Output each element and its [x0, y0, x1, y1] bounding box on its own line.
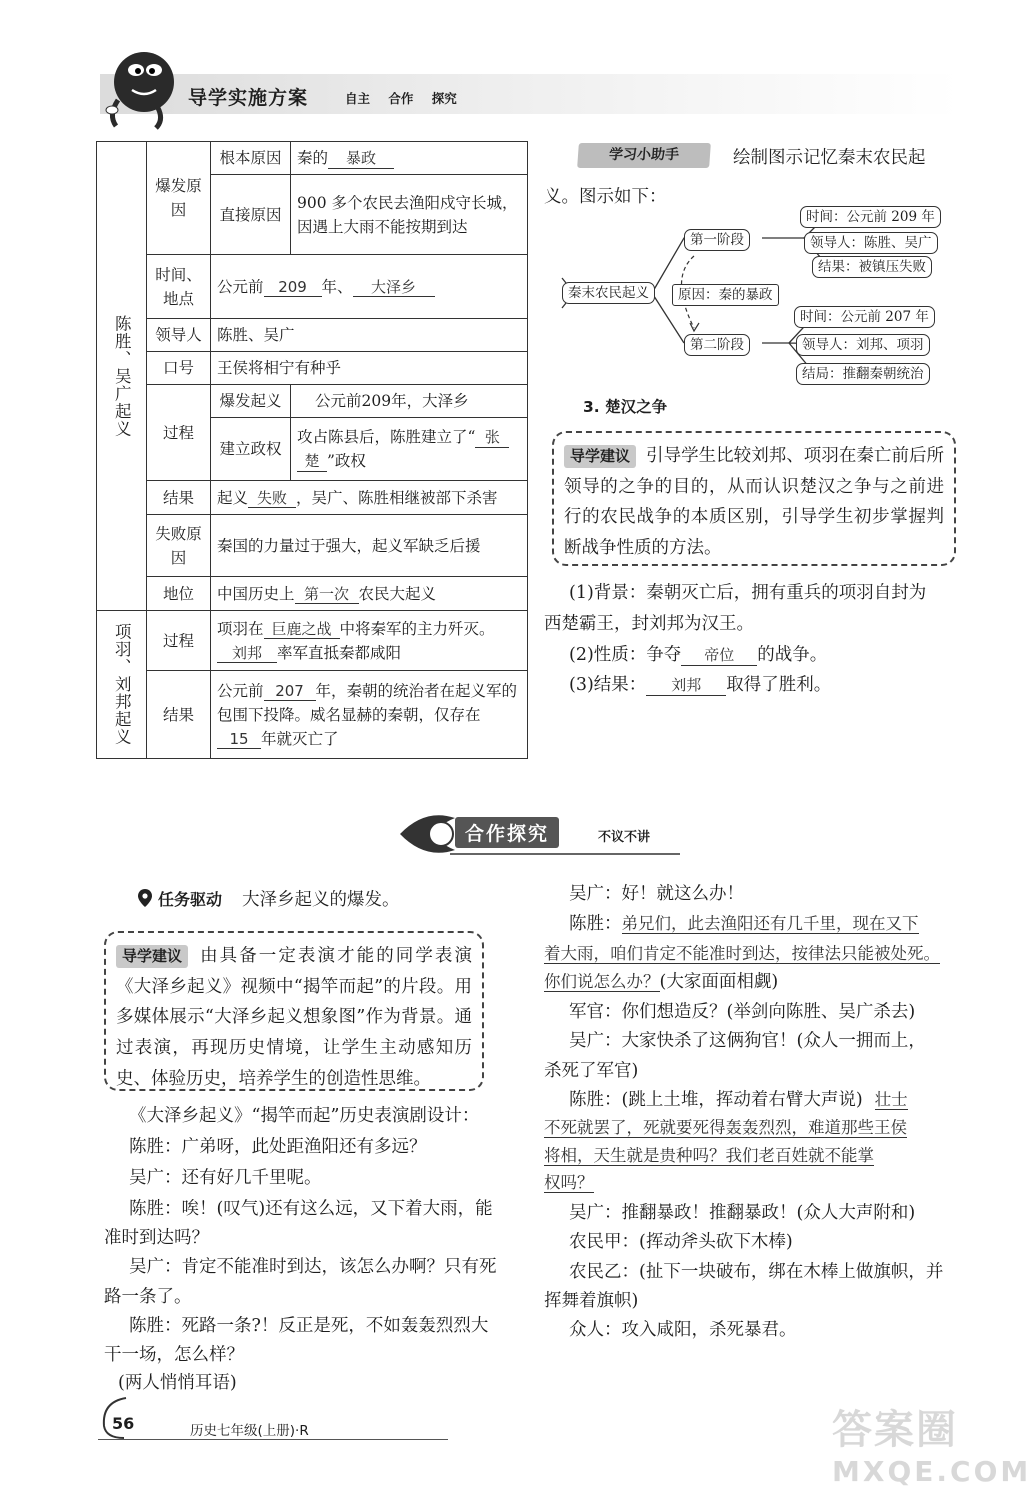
table-row [97, 515, 528, 577]
cell-value: 攻占陈县后，陈胜建立了“ 张 楚 ”政权 [291, 418, 528, 481]
diagram-stage1: 第一阶段 [684, 229, 750, 251]
coop-subtitle: 不议不讲 [598, 830, 651, 845]
cell-label: 根本原因 [211, 142, 291, 175]
cell-label: 领导人 [147, 319, 211, 352]
answer-blank: 209 [264, 278, 322, 298]
script-line: 陈胜：(跳上土堆，挥动着右臂大声说) 壮士 [569, 1090, 908, 1110]
script-line: 农民乙：(扯下一块破布，绑在木棒上做旗帜，并 [569, 1262, 944, 1282]
table-row [97, 352, 528, 385]
script-line: 准时到达吗？ [104, 1228, 209, 1248]
group-chen-wu: 陈胜、吴广起义 [97, 142, 147, 611]
cell-value: 秦国的力量过于强大，起义军缺乏后援 [211, 515, 528, 577]
diagram-s1-item: 时间：公元前 209 年 [800, 206, 941, 228]
script-line: 将相，天生就是贵种吗？我们老百姓就不能掌 [544, 1146, 874, 1165]
tip-text: 引导学生比较刘邦、项羽在秦亡前后所领导的之争的目的，从而认识楚汉之争与之前进行的农民战争的本质区别，引导学生初步掌握判断战争性质的方法。 [564, 446, 944, 558]
coop-title: 合作探究 [455, 817, 559, 848]
cell-value: 起义 失败 ，吴广、陈胜相继被部下杀害 [211, 481, 528, 515]
cell-label: 时间、地点 [147, 255, 211, 319]
answer-blank: 207 [264, 682, 316, 702]
table-row [97, 255, 528, 319]
answer-blank: 失败 [248, 489, 296, 509]
diagram-s1-item: 领导人：陈胜、吴广 [804, 232, 938, 254]
answer-blank: 刘邦 [217, 644, 277, 664]
script-line: 不死就罢了，死就要死得轰轰烈烈，难道那些王侯 [544, 1118, 907, 1137]
diagram-s2-item: 时间：公元前 207 年 [794, 306, 935, 328]
cell-value: 项羽在 巨鹿之战 中将秦军的主力歼灭。刘邦 率军直抵秦都咸阳 [211, 611, 528, 671]
uprising-diagram [544, 198, 964, 398]
script-line: 吴广：好！就这么办！ [569, 884, 744, 904]
helper-text: 绘制图示记忆秦末农民起 [733, 148, 926, 168]
script-line: 吴广：推翻暴政！推翻暴政！(众人大声附和) [569, 1203, 916, 1223]
script-line: 陈胜：唉！(叹气)还有这么远，又下着大雨，能 [129, 1199, 493, 1219]
summary-table [96, 141, 528, 759]
script-line: 吴广：大家快杀了这俩狗官！(众人一拥而上， [569, 1031, 926, 1051]
answer-blank: 暴政 [328, 149, 394, 169]
cell-value: 900 多个农民去渔阳戍守长城，因遇上大雨不能按期到达 [291, 175, 528, 255]
group-xiang-liu: 项羽、刘邦起义 [97, 611, 147, 759]
diagram-stage2: 第二阶段 [684, 334, 750, 356]
cell-value: 公元前209年，大泽乡 [291, 385, 528, 418]
table-row [97, 671, 528, 759]
script-line: 陈胜：广弟呀，此处距渔阳还有多远？ [129, 1137, 427, 1157]
answer-blank: 帝位 [681, 646, 757, 666]
cell-value: 公元前 207 年，秦朝的统治者在起义军的包围下投降。威名显赫的秦朝，仅存在15 年就灭亡了 [211, 671, 528, 759]
cell-label: 直接原因 [211, 175, 291, 255]
table-row [97, 577, 528, 611]
script-line: 吴广：还有好几千里呢。 [129, 1168, 322, 1188]
helper-text: 义。图示如下： [544, 187, 667, 207]
page-number: 56 [112, 1414, 135, 1433]
tip-box [552, 431, 956, 566]
diagram-s1-item: 结果：被镇压失败 [812, 256, 932, 278]
cell-label: 过程 [147, 611, 211, 671]
cell-label: 口号 [147, 352, 211, 385]
cell-label: 地位 [147, 577, 211, 611]
answer-blank: 张 [475, 428, 509, 448]
watermark: 答案圈 MXQE.COM [832, 1407, 1031, 1488]
cell-label: 过程 [147, 385, 211, 481]
diagram-s2-item: 结局：推翻秦朝统治 [796, 363, 930, 385]
tip-badge: 导学建议 [116, 945, 188, 968]
script-line: 杀死了军官) [544, 1061, 639, 1081]
table-row [97, 319, 528, 352]
script-line: 吴广：肯定不能准时到达，该怎么办啊？只有死 [129, 1257, 497, 1277]
answer-blank: 刘邦 [646, 676, 726, 696]
cell-value: 中国历史上 第一次 农民大起义 [211, 577, 528, 611]
answer-blank: 大泽乡 [353, 278, 435, 298]
table-row [97, 142, 528, 175]
header-title: 导学实施方案 [188, 87, 309, 109]
table-row [97, 611, 528, 671]
section-title: 3. 楚汉之争 [583, 398, 668, 416]
script-line: 权吗？ [544, 1173, 594, 1192]
script-line: 干一场，怎么样？ [104, 1345, 244, 1365]
chuhan-nature: (2)性质：争夺 帝位 的战争。 [569, 645, 828, 665]
location-pin-icon [138, 889, 152, 907]
answer-blank: 第一次 [295, 585, 359, 605]
chuhan-background: (1)背景：秦朝灭亡后，拥有重兵的项羽自封为 [569, 583, 927, 603]
helper-badge: 学习小助手 [577, 143, 711, 168]
table-row [97, 481, 528, 515]
task-heading: 任务驱动 大泽乡起义的爆发。 [138, 886, 400, 911]
script-line: 陈胜：弟兄们，此去渔阳还有几千里，现在又下 [569, 914, 919, 934]
script-title: 《大泽乡起义》“揭竿而起”历史表演剧设计： [129, 1106, 480, 1126]
answer-blank: 15 [217, 730, 261, 750]
cell-label: 爆发起义 [211, 385, 291, 418]
cell-label: 建立政权 [211, 418, 291, 481]
tip-box [104, 931, 484, 1091]
script-line: 你们说怎么办？(大家面面相觑) [544, 972, 779, 992]
script-line: 挥舞着旗帜) [544, 1291, 639, 1311]
script-line: 陈胜：死路一条?！反正是死，不如轰轰烈烈大 [129, 1316, 489, 1336]
mascot-icon [98, 40, 180, 130]
tip-text: 由具备一定表演才能的同学表演《大泽乡起义》视频中“揭竿而起”的片段。用多媒体展示“大泽乡起义想象图”作为背景。通过表演，再现历史情境，让学生主动感知历史、体验历史，培养学生的创造性思维。 [116, 946, 472, 1089]
cell-label: 爆发原因 [147, 142, 211, 255]
tip-badge: 导学建议 [564, 445, 636, 468]
cell-label: 结果 [147, 671, 211, 759]
table-row [97, 385, 528, 418]
script-line: 众人：攻入咸阳，杀死暴君。 [569, 1320, 797, 1340]
cell-value: 公元前 209 年、 大泽乡 [211, 255, 528, 319]
answer-blank: 巨鹿之战 [264, 620, 340, 640]
answer-blank: 楚 [297, 452, 327, 472]
script-line: (两人悄悄耳语) [118, 1373, 237, 1393]
footer-divider [98, 1439, 448, 1440]
chuhan-result: (3)结果： 刘邦 取得了胜利。 [569, 675, 832, 695]
cell-value: 王侯将相宁有种乎 [211, 352, 528, 385]
diagram-root: 秦末农民起义 [562, 282, 655, 304]
header-subtitle: 自主 合作 探究 [345, 91, 457, 106]
cell-value: 陈胜、吴广 [211, 319, 528, 352]
script-line: 军官：你们想造反？(举剑向陈胜、吴广杀去) [569, 1002, 916, 1022]
script-line: 路一条了。 [104, 1287, 192, 1307]
diagram-s2-item: 领导人：刘邦、项羽 [796, 334, 930, 356]
cell-value: 秦的 暴政 [291, 142, 528, 175]
book-title: 历史七年级(上册)·R [190, 1423, 309, 1439]
cell-label: 结果 [147, 481, 211, 515]
chuhan-background: 西楚霸王，封刘邦为汉王。 [544, 614, 754, 634]
cell-label: 失败原因 [147, 515, 211, 577]
script-line: 着大雨，咱们肯定不能准时到达，按律法只能被处死。 [544, 944, 940, 963]
diagram-cause: 原因：秦的暴政 [672, 284, 779, 306]
script-line: 农民甲：(挥动斧头砍下木棒) [569, 1232, 793, 1252]
